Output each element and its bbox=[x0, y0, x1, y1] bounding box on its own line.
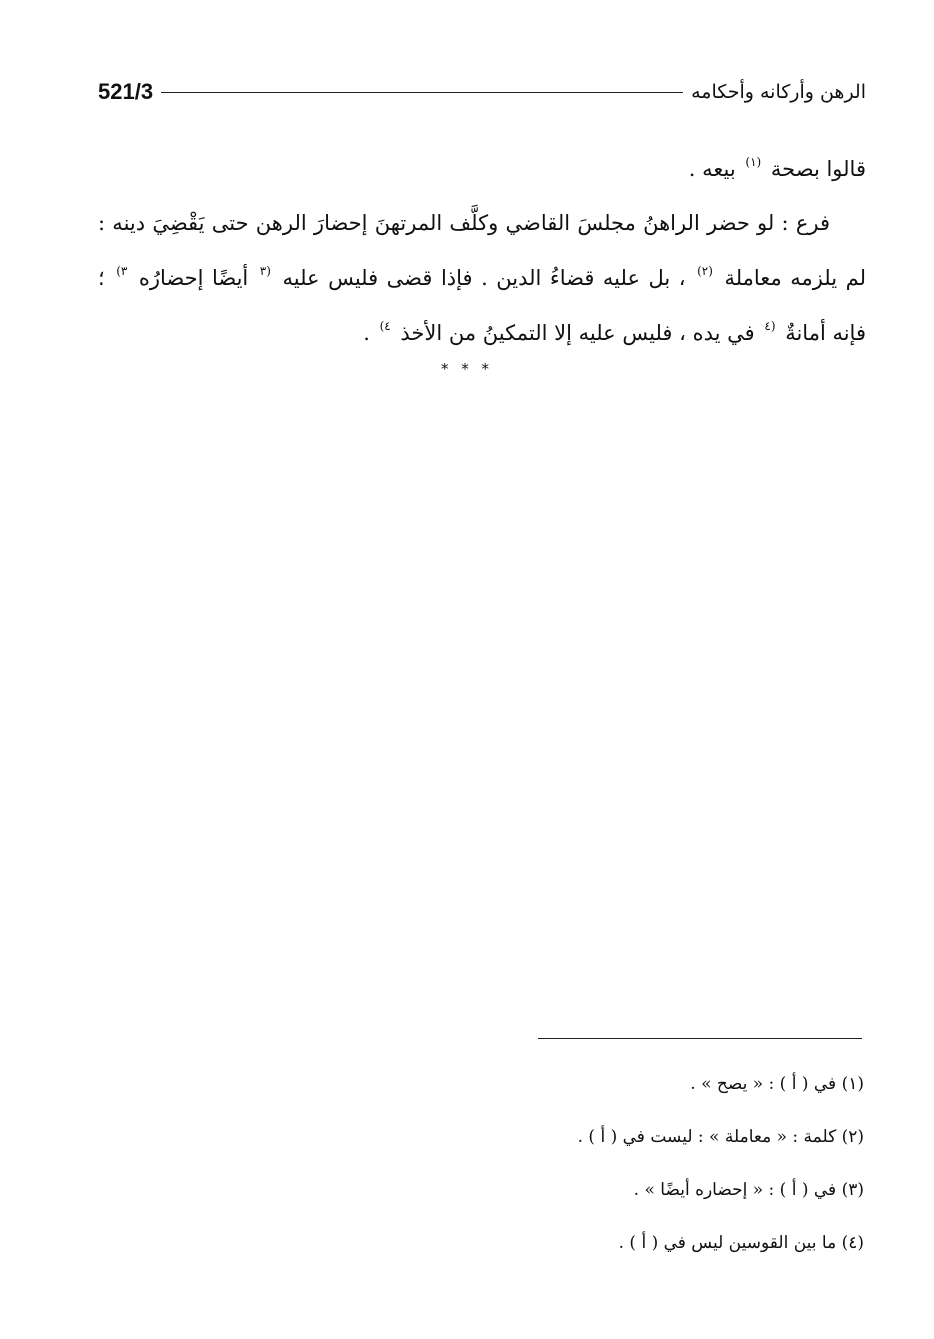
footnote-3: (٣) في ( أ ) : « إحضاره أيضًا » . bbox=[633, 1180, 864, 1200]
footnote-ref-1: (١) bbox=[745, 155, 762, 169]
paragraph-2 bbox=[98, 199, 866, 357]
footnote-ref-3-open: (٣ bbox=[259, 264, 271, 278]
footnote-ref-4-close: ٤) bbox=[379, 319, 391, 333]
page-header bbox=[98, 74, 866, 110]
footnote-ref-3-close: ٣) bbox=[116, 264, 128, 278]
footnote-4: (٤) ما بين القوسين ليس في ( أ ) . bbox=[618, 1233, 864, 1253]
section-separator: * * * bbox=[440, 360, 494, 378]
main-text bbox=[98, 138, 866, 357]
paragraph-1 bbox=[98, 138, 866, 193]
running-title: الرهن وأركانه وأحكامه bbox=[691, 81, 866, 103]
paragraph-1-text-end: بيعه . bbox=[688, 157, 736, 181]
footnote-2: (٢) كلمة : « معاملة » : ليست في ( أ ) . bbox=[577, 1127, 864, 1147]
paragraph-2-seg-6: . bbox=[363, 321, 370, 345]
footnote-1: (١) في ( أ ) : « يصح » . bbox=[690, 1074, 864, 1094]
paragraph-2-seg-5: في يده ، فليس عليه إلا التمكينُ من الأخذ bbox=[400, 321, 755, 345]
page-number: 521/3 bbox=[98, 79, 154, 104]
header-rule bbox=[161, 92, 683, 93]
paragraph-2-seg-1: فرع : لو حضر الراهنُ مجلسَ القاضي وكلَّف المرتهنَ إحضارَ الرهن حتى يَقْضِيَ دينه : لم يلزمه معاملة bbox=[98, 211, 866, 290]
footnote-rule bbox=[538, 1038, 862, 1039]
paragraph-1-text: قالوا بصحة bbox=[770, 157, 866, 181]
footnote-ref-4-open: (٤ bbox=[764, 319, 776, 333]
paragraph-2-seg-3: أيضًا إحضارُه bbox=[138, 266, 249, 290]
paragraph-2-seg-4: ؛ فإنه أمانةٌ bbox=[98, 266, 866, 345]
footnotes bbox=[444, 1064, 864, 1276]
paragraph-2-seg-2: ، بل عليه قضاءُ الدين . فإذا قضى فليس عليه bbox=[282, 266, 686, 290]
footnote-ref-2: (٢) bbox=[697, 264, 713, 278]
